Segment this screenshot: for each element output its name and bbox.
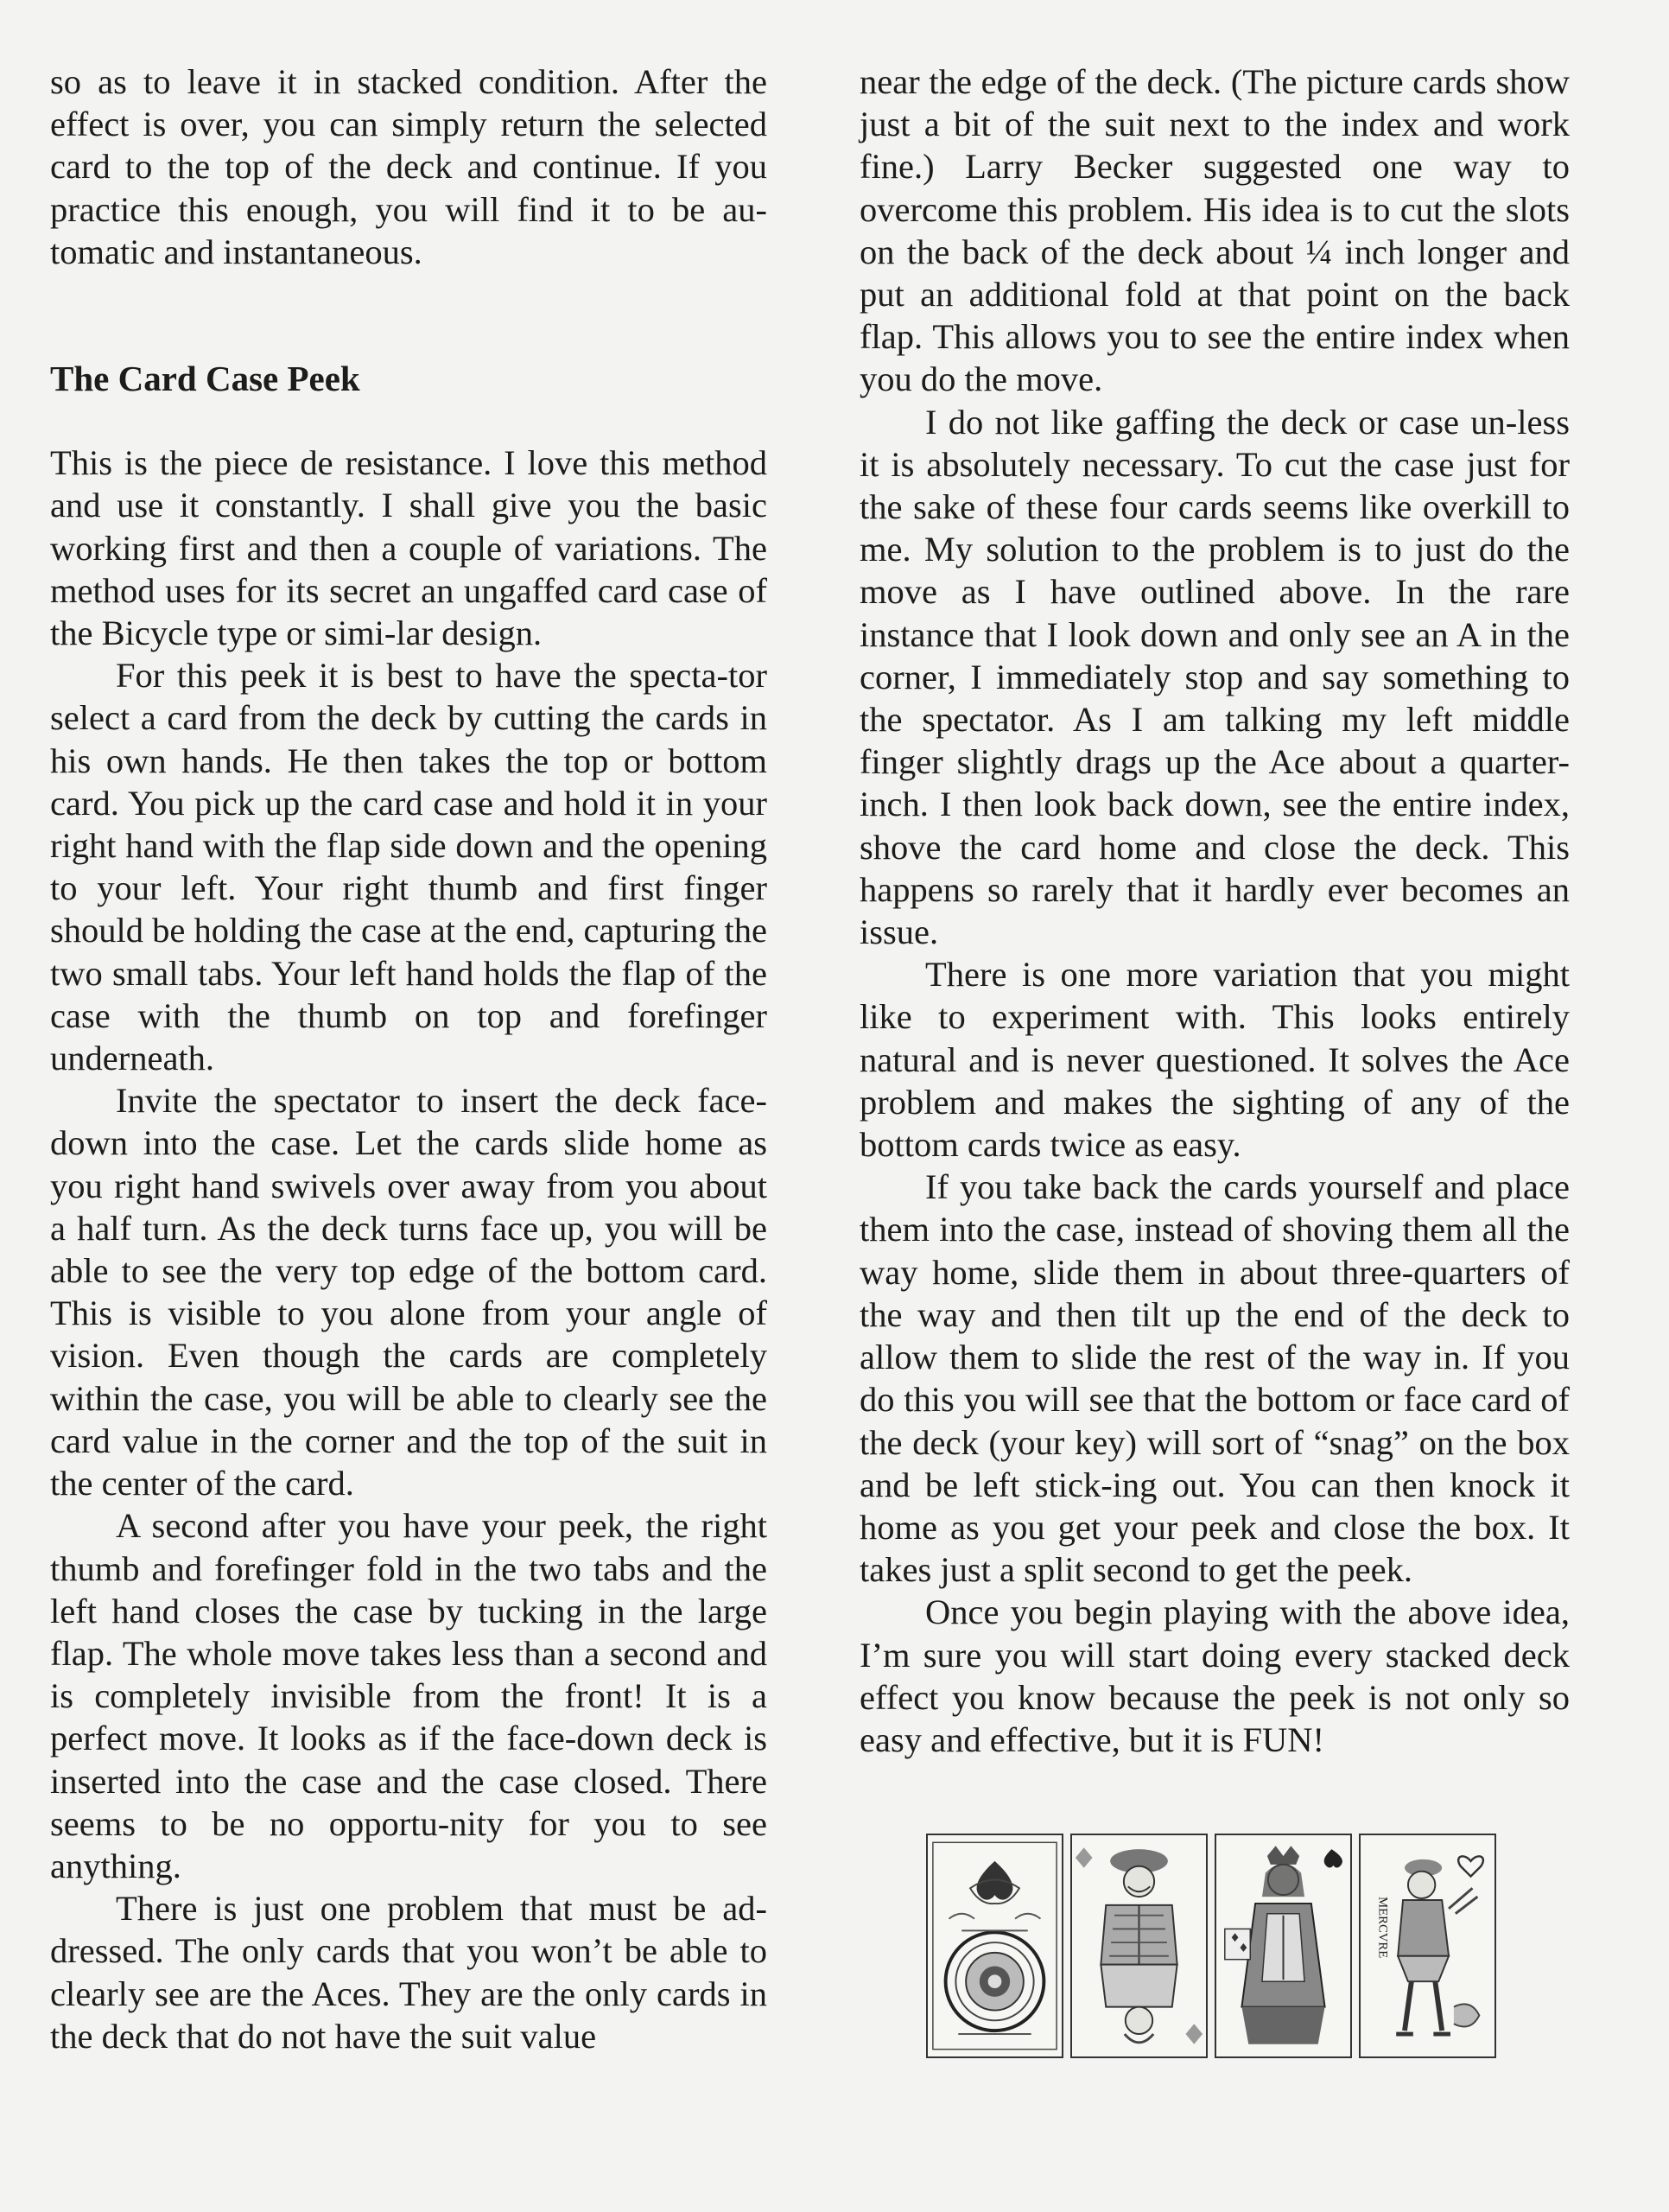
section-heading: The Card Case Peek (50, 359, 360, 399)
right-paragraph-4: Once you begin playing with the above idea, I’m sure you will start doing every stacked deck effect you know because the peek is not only so easy and effective, but it is FUN! (860, 1592, 1570, 1759)
right-paragraph-continued: near the edge of the deck. (The picture cards show just a bit of the suit next to the index and work fine.) Larry Becker suggested one way to overcome this problem. His idea is to cut the slots on the back of the deck about ¼ inch longer and put an additional fold at that point on the back flap. This allows you to see the entire index when you do the move. (860, 62, 1570, 399)
left-paragraph-3: Invite the spectator to insert the deck face-down into the case. Let the cards slide home as you right hand swivels over away from you about a half turn. As the deck turns face up, you will be able to see the very top edge of the bottom card. This is visible to you alone from your angle of vision. Even though the cards are completely within the case, you will be able to clearly see the card value in the corner and the top of the suit in the center of the card. (50, 1081, 767, 1503)
left-column (50, 60, 767, 2057)
mercure-card-icon (1359, 1834, 1496, 2058)
left-paragraph-2: For this peek it is best to have the specta-tor select a card from the deck by cutting the cards in his own hands. He then takes the top or bottom card. You pick up the card case and hold it in your right hand with the flap side down and the opening to your left. Your right thumb and first finger should be holding the case at the end, capturing the two small tabs. Your left hand holds the flap of the case with the thumb on top and forefinger underneath. (50, 656, 768, 1078)
right-paragraph-1: I do not like gaffing the deck or case un-less it is absolutely necessary. To cut the case just for the sake of these four cards seems like overkill to me. My solution to the problem is to just do the move as I have outlined above. In the rare instance that I look down and only see an A in the corner, I immediately stop and say something to the spectator. As I am talking my left middle finger slightly drags up the Ace about a quarter-inch. I then look back down, see the entire index, shove the card home and close the deck. This happens so rarely that it hardly ever becomes an issue. (860, 402, 1570, 952)
left-paragraph-4: A second after you have your peek, the right thumb and forefinger fold in the two tabs and the left hand closes the case by tucking in the large flap. The whole move takes less than a second and is completely invisible from the front! It is a perfect move. It looks as if the face-down deck is inserted into the case and the case closed. There seems to be no opportu-nity for you to see anything. (50, 1506, 767, 1885)
left-paragraph-continued: so as to leave it in stacked condition. After the effect is over, you can simply return the selected card to the top of the deck and continue. If you practice this enough, you will find it to be au-tomatic and instantaneous. (50, 62, 767, 271)
right-paragraph-3: If you take back the cards yourself and place them into the case, instead of shoving them all the way home, slide them in about three-quarters of the way and then tilt up the end of the deck to allow them to slide the rest of the way in. If you do this you will see that the bottom or face card of the deck (your key) will sort of “snag” on the box and be left stick-ing out. You can then knock it home as you get your peek and close the box. It takes just a split second to get the peek. (860, 1167, 1570, 1590)
playing-cards-illustration (926, 1834, 1496, 2060)
ace-of-spades-card-icon (926, 1834, 1063, 2058)
right-paragraph-2: There is one more variation that you might like to experiment with. This looks entirely natural and is never questioned. It solves the Ace problem and makes the sighting of any of the bottom cards twice as easy. (860, 955, 1570, 1165)
queen-card-icon (1215, 1834, 1352, 2058)
mercure-label: MERCVRE (1375, 1897, 1390, 1959)
right-column (860, 60, 1570, 1761)
left-paragraph-5: There is just one problem that must be ad-dressed. The only cards that you won’t be able to clearly see are the Aces. They are the only cards in the deck that do not have the suit value (50, 1889, 767, 2056)
jack-card-icon (1070, 1834, 1208, 2058)
left-paragraph-1: This is the piece de resistance. I love this method and use it constantly. I shall give you the basic working first and then a couple of variations. The method uses for its secret an ungaffed card case of the Bicycle type or simi-lar design. (50, 443, 767, 653)
